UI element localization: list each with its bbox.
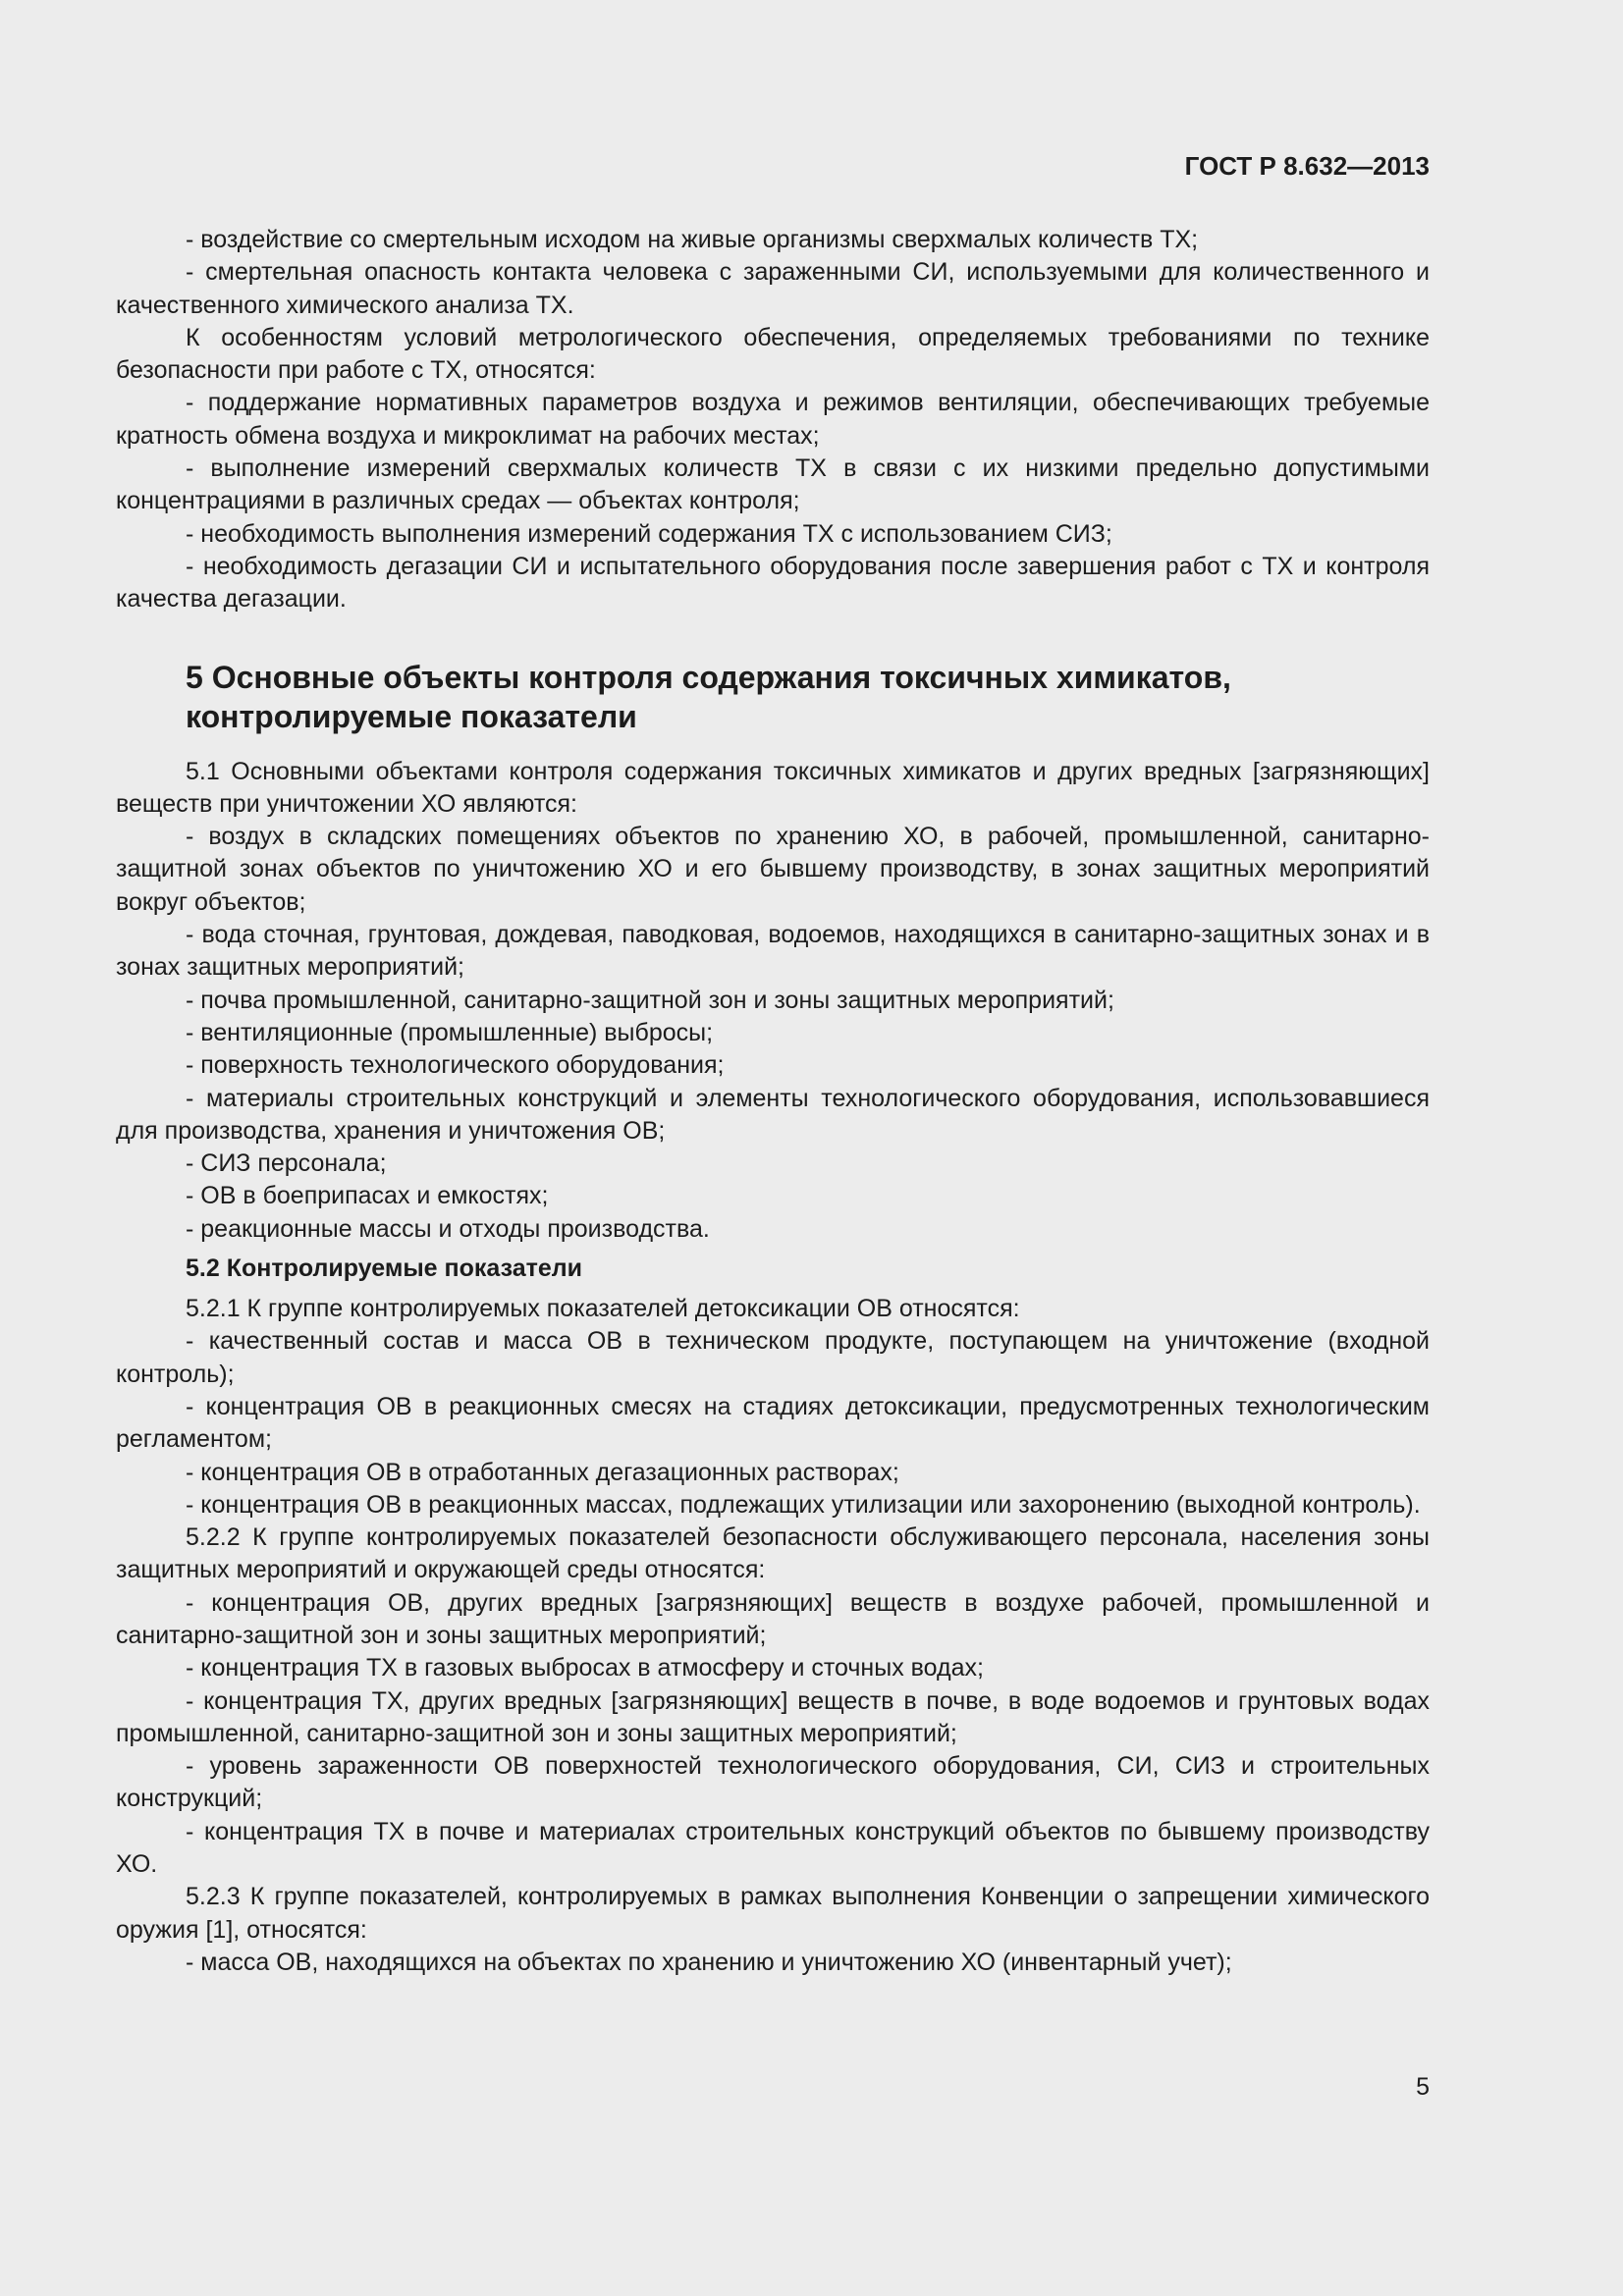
section-5-2-paragraph: 5.2.3 К группе показателей, контролируемых в рамках выполнения Конвенции о запрещении химического оружия [1], относятся: xyxy=(116,1883,1430,1944)
document-body xyxy=(116,224,1430,1979)
section-5-paragraph: 5.1 Основными объектами контроля содержания токсичных химикатов и других вредных [загрязняющих] веществ при уничтожении ХО являются: xyxy=(116,757,1430,818)
section-5-paragraph: - вентиляционные (промышленные) выбросы; xyxy=(186,1018,714,1046)
intro-paragraph: - воздействие со смертельным исходом на живые организмы сверхмалых количеств ТХ; xyxy=(186,226,1199,253)
section-5-2-paragraph: - концентрация ОВ в реакционных смесях на стадиях детоксикации, предусмотренных технологическим регламентом; xyxy=(116,1392,1430,1454)
section-5-2-paragraph: - масса ОВ, находящихся на объектах по хранению и уничтожению ХО (инвентарный учет); xyxy=(186,1948,1232,1976)
section-5-2-heading: 5.2 Контролируемые показатели xyxy=(186,1255,583,1283)
section-5-2-paragraph: - концентрация ОВ, других вредных [загрязняющих] веществ в воздухе рабочей, промышленной и санитарно-защитной зон и зоны защитных мероприятий; xyxy=(116,1588,1430,1649)
section-5-paragraph: - СИЗ персонала; xyxy=(186,1149,387,1178)
section-5-paragraph: - поверхность технологического оборудования; xyxy=(186,1051,725,1080)
section-5-paragraph: - материалы строительных конструкций и элементы технологического оборудования, использовавшиеся для производства, хранения и уничтожения ОВ; xyxy=(116,1084,1430,1145)
intro-paragraph: К особенностям условий метрологического обеспечения, определяемых требованиями по технике безопасности при работе с ТХ, относятся: xyxy=(116,323,1430,385)
document-header: ГОСТ Р 8.632—2013 xyxy=(1184,151,1430,181)
intro-paragraph: - смертельная опасность контакта человека с зараженными СИ, используемыми для количественного и качественного химического анализа ТХ. xyxy=(116,258,1430,319)
section-5-2-paragraph: - концентрация ОВ в реакционных массах, подлежащих утилизации или захоронению (выходной контроль). xyxy=(186,1490,1421,1519)
section-5-2-paragraph: - концентрация ТХ, других вредных [загрязняющих] веществ в почве, в воде водоемов и грунтовых водах промышленной, санитарно-защитной зон и зоны защитных мероприятий; xyxy=(116,1686,1430,1747)
section-5-2-paragraph: - концентрация ТХ в почве и материалах строительных конструкций объектов по бывшему производству ХО. xyxy=(116,1817,1430,1879)
page-number: 5 xyxy=(1416,2073,1430,2101)
section-5-2-paragraph: 5.2.1 К группе контролируемых показателей детоксикации ОВ относятся: xyxy=(186,1295,1020,1323)
section-5-2-paragraph: - уровень зараженности ОВ поверхностей технологического оборудования, СИ, СИЗ и строительных конструкций; xyxy=(116,1752,1430,1813)
section-5-2-paragraph: - качественный состав и масса ОВ в техническом продукте, поступающем на уничтожение (входной контроль); xyxy=(116,1327,1430,1388)
section-5-2-paragraph: - концентрация ТХ в газовых выбросах в атмосферу и сточных водах; xyxy=(186,1654,984,1682)
section-5-paragraph: - вода сточная, грунтовая, дождевая, паводковая, водоемов, находящихся в санитарно-защитных зонах и в зонах защитных мероприятий; xyxy=(116,921,1430,982)
intro-paragraph: - необходимость выполнения измерений содержания ТХ с использованием СИЗ; xyxy=(186,519,1112,548)
section-5-paragraph: - воздух в складских помещениях объектов по хранению ХО, в рабочей, промышленной, санитарно-защитной зонах объектов по уничтожению ХО и его бывшему производству, в зонах защитных мероприятий вокруг объектов; xyxy=(116,823,1430,916)
intro-paragraph: - выполнение измерений сверхмалых количеств ТХ в связи с их низкими предельно допустимыми концентрациями в различных средах — объектах контроля; xyxy=(116,454,1430,515)
section-5-paragraph: - реакционные массы и отходы производства. xyxy=(186,1214,710,1243)
section-5-heading xyxy=(186,658,1430,736)
section-5-heading-line1: 5 Основные объекты контроля содержания токсичных химикатов, xyxy=(186,659,1231,695)
intro-paragraph: - необходимость дегазации СИ и испытательного оборудования после завершения работ с ТХ и контроля качества дегазации. xyxy=(116,552,1430,614)
section-5-paragraph: - ОВ в боеприпасах и емкостях; xyxy=(186,1182,549,1210)
section-5-2-paragraph: - концентрация ОВ в отработанных дегазационных растворах; xyxy=(186,1458,899,1486)
intro-paragraph: - поддержание нормативных параметров воздуха и режимов вентиляции, обеспечивающих требуемые кратность обмена воздуха и микроклимат на рабочих местах; xyxy=(116,389,1430,450)
section-5-2-paragraph: 5.2.2 К группе контролируемых показателей безопасности обслуживающего персонала, населения зоны защитных мероприятий и окружающей среды относятся: xyxy=(116,1523,1430,1584)
section-5-paragraph: - почва промышленной, санитарно-защитной зон и зоны защитных мероприятий; xyxy=(186,986,1114,1014)
section-5-heading-line2: контролируемые показатели xyxy=(186,698,637,734)
